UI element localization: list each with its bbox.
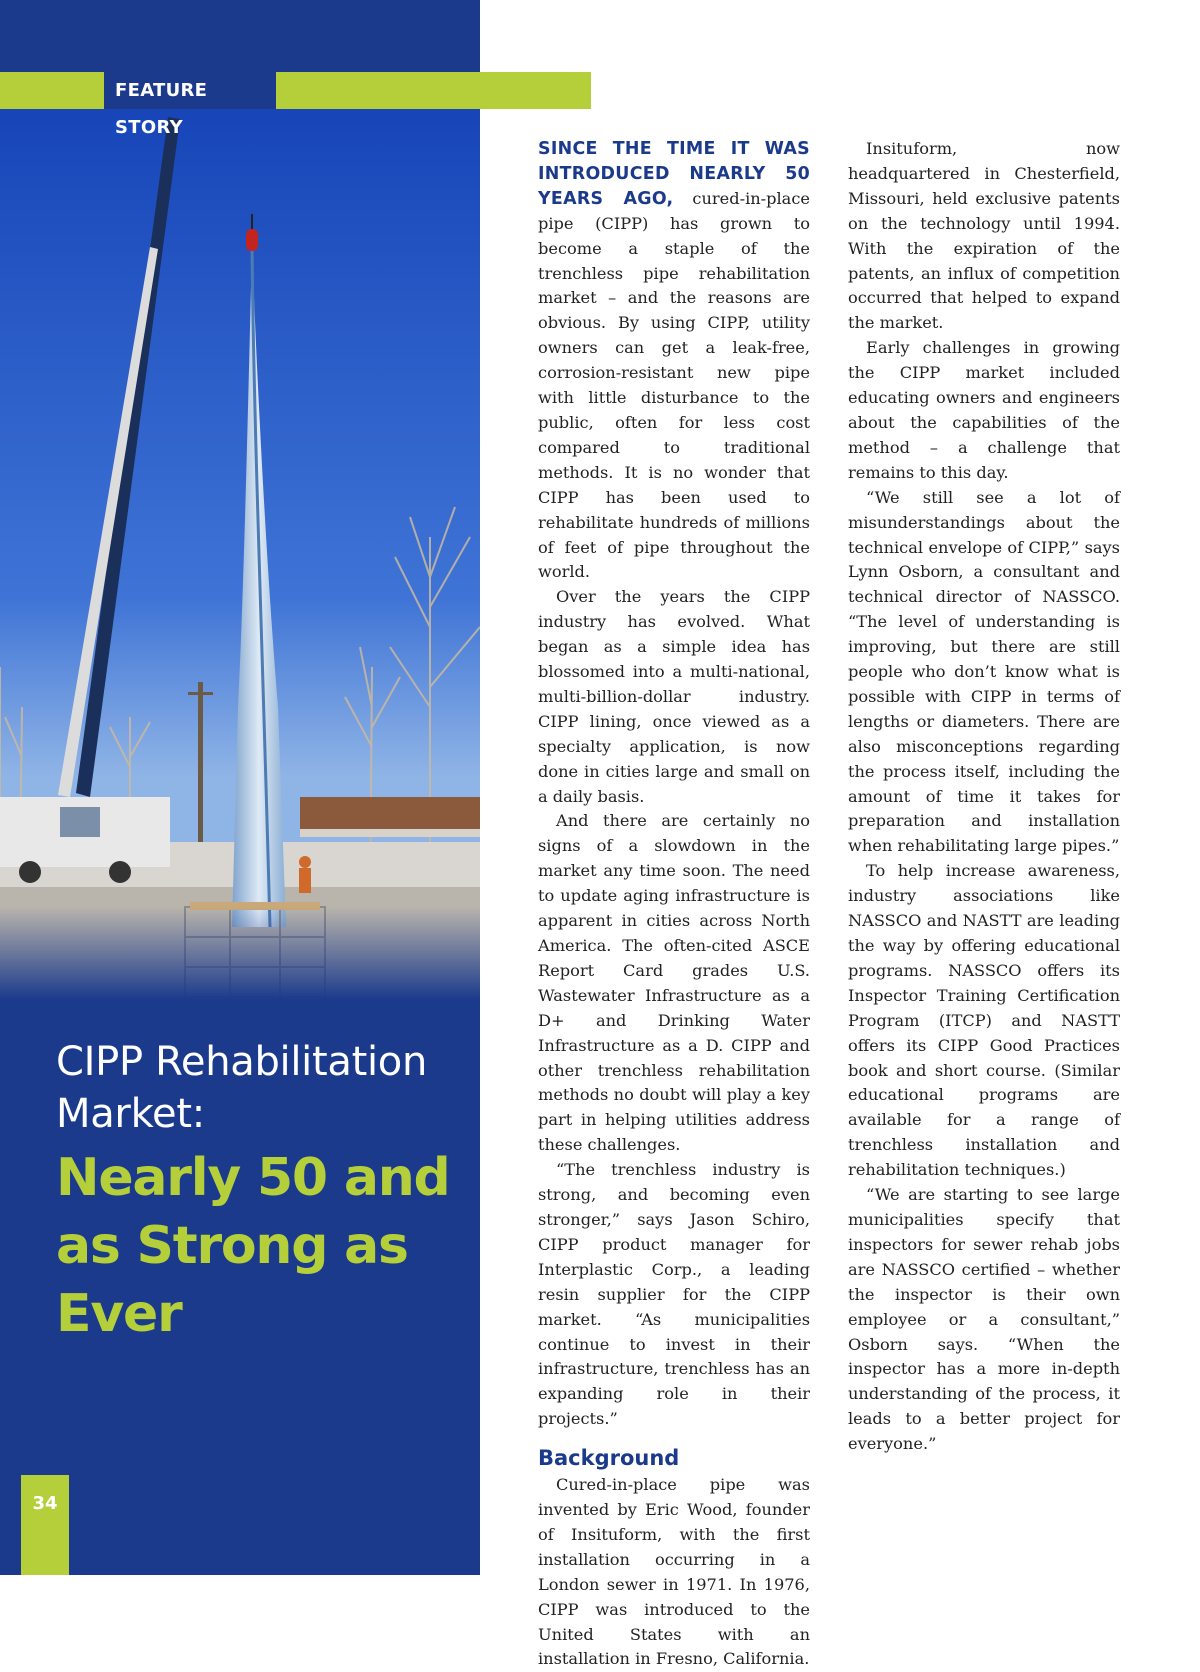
article-paragraph-continued (538, 1473, 810, 1672)
article-paragraph: Over the years the CIPP industry has evolved. What began as a simple idea has blossomed into a multi-national, multi-billion-dollar industry. CIPP lining, once viewed as a specialty application, is now done in cities large and small on a daily basis. (538, 587, 810, 806)
article-paragraph (538, 137, 810, 585)
paragraph-text: Cured-in-place pipe was invented by Eric Wood, founder of Insituform, with the first installation occurring in a London sewer in 1971. In 1976, CIPP was introduced to the United States with an installation in Fresno, California. (538, 1475, 810, 1669)
article-paragraph: “The trenchless industry is strong, and becoming even stronger,” says Jason Schiro, CIPP product manager for Interplastic Corp., a leading resin supplier for the CIPP market. “As municipalities continue to invest in their infrastructure, trenchless has an expanding role in their projects.” (538, 1160, 810, 1429)
banner-bar-right (276, 72, 591, 109)
subhead-background: Background (538, 1446, 680, 1471)
article-paragraph: “We are starting to see large municipalities specify that inspectors for sewer rehab jobs are NASSCO certified – whether the inspector is their own employee or a consultant,” Osborn says. “When the inspector has a more in-depth understanding of the process, it leads to a better project for everyone.” (848, 1185, 1120, 1454)
headline (56, 1036, 456, 1348)
article-paragraph: Early challenges in growing the CIPP market included educating owners and engineers about the capabilities of the method – a challenge that remains to this day. (848, 338, 1120, 482)
paragraph-text: cured-in-place pipe (CIPP) has grown to become a staple of the trenchless pipe rehabilitation market – and the reasons are obvious. By using CIPP, utility owners can get a leak-free, corrosion-resistant new pipe with little disturbance to the public, often for less cost compared to traditional methods. It is no wonder that CIPP has been used to rehabilitate hundreds of millions of feet of pipe throughout the world. (538, 188, 810, 582)
section-label: FEATURE STORY (104, 72, 276, 109)
article-paragraph: To help increase awareness, industry associations like NASSCO and NASTT are leading the way by offering educational programs. NASSCO offers its Inspector Training Certification Program (ITCP) and NASTT offers its CIPP Good Practices book and short course. (Similar educational programs are available for a range of trenchless installation and rehabilitation techniques.) (848, 861, 1120, 1180)
headline-line1: CIPP Rehabilitation Market: (56, 1039, 427, 1137)
byline: BY JIM RUSH (1023, 1370, 1153, 1391)
article-paragraph: “We still see a lot of misunderstandings about the technical envelope of CIPP,” says Lynn Osborn, a consultant and technical director of NASSCO. “The level of understanding is improving, but there are still people who don’t know what is possible with CIPP in terms of lengths or diameters. There are also misconceptions regarding the process itself, including the amount of time it takes for preparation and installation when rehabilitating large pipes.” (848, 487, 1120, 856)
lead-in: SINCE THE TIME IT WAS INTRODUCED NEARLY 50 YEARS AGO, (538, 139, 810, 209)
article-paragraph: And there are certainly no signs of a slowdown in the market any time soon. The need to update aging infrastructure is apparent in cities across North America. The often-cited ASCE Report Card grades U.S. Wastewater Infrastructure as a D+ and Drinking Water Infrastructure as a D. CIPP and other trenchless rehabilitation methods no doubt will play a key part in helping utilities address these challenges. (538, 811, 810, 1155)
article-column-2 (848, 137, 1120, 1457)
banner-bar-left (0, 72, 104, 109)
page-number-box (21, 1475, 69, 1575)
page-number: 34 (32, 1493, 58, 1514)
article-column-1 (538, 137, 810, 1672)
crane-liner-photo (0, 107, 480, 1000)
headline-line2: Nearly 50 and as Strong as Ever (56, 1148, 450, 1344)
article-paragraph: Insituform, now headquartered in Chesterfield, Missouri, held exclusive patents on the technology until 1994. With the expiration of the patents, an influx of competition occurred that helped to expand the market. (848, 139, 1120, 333)
